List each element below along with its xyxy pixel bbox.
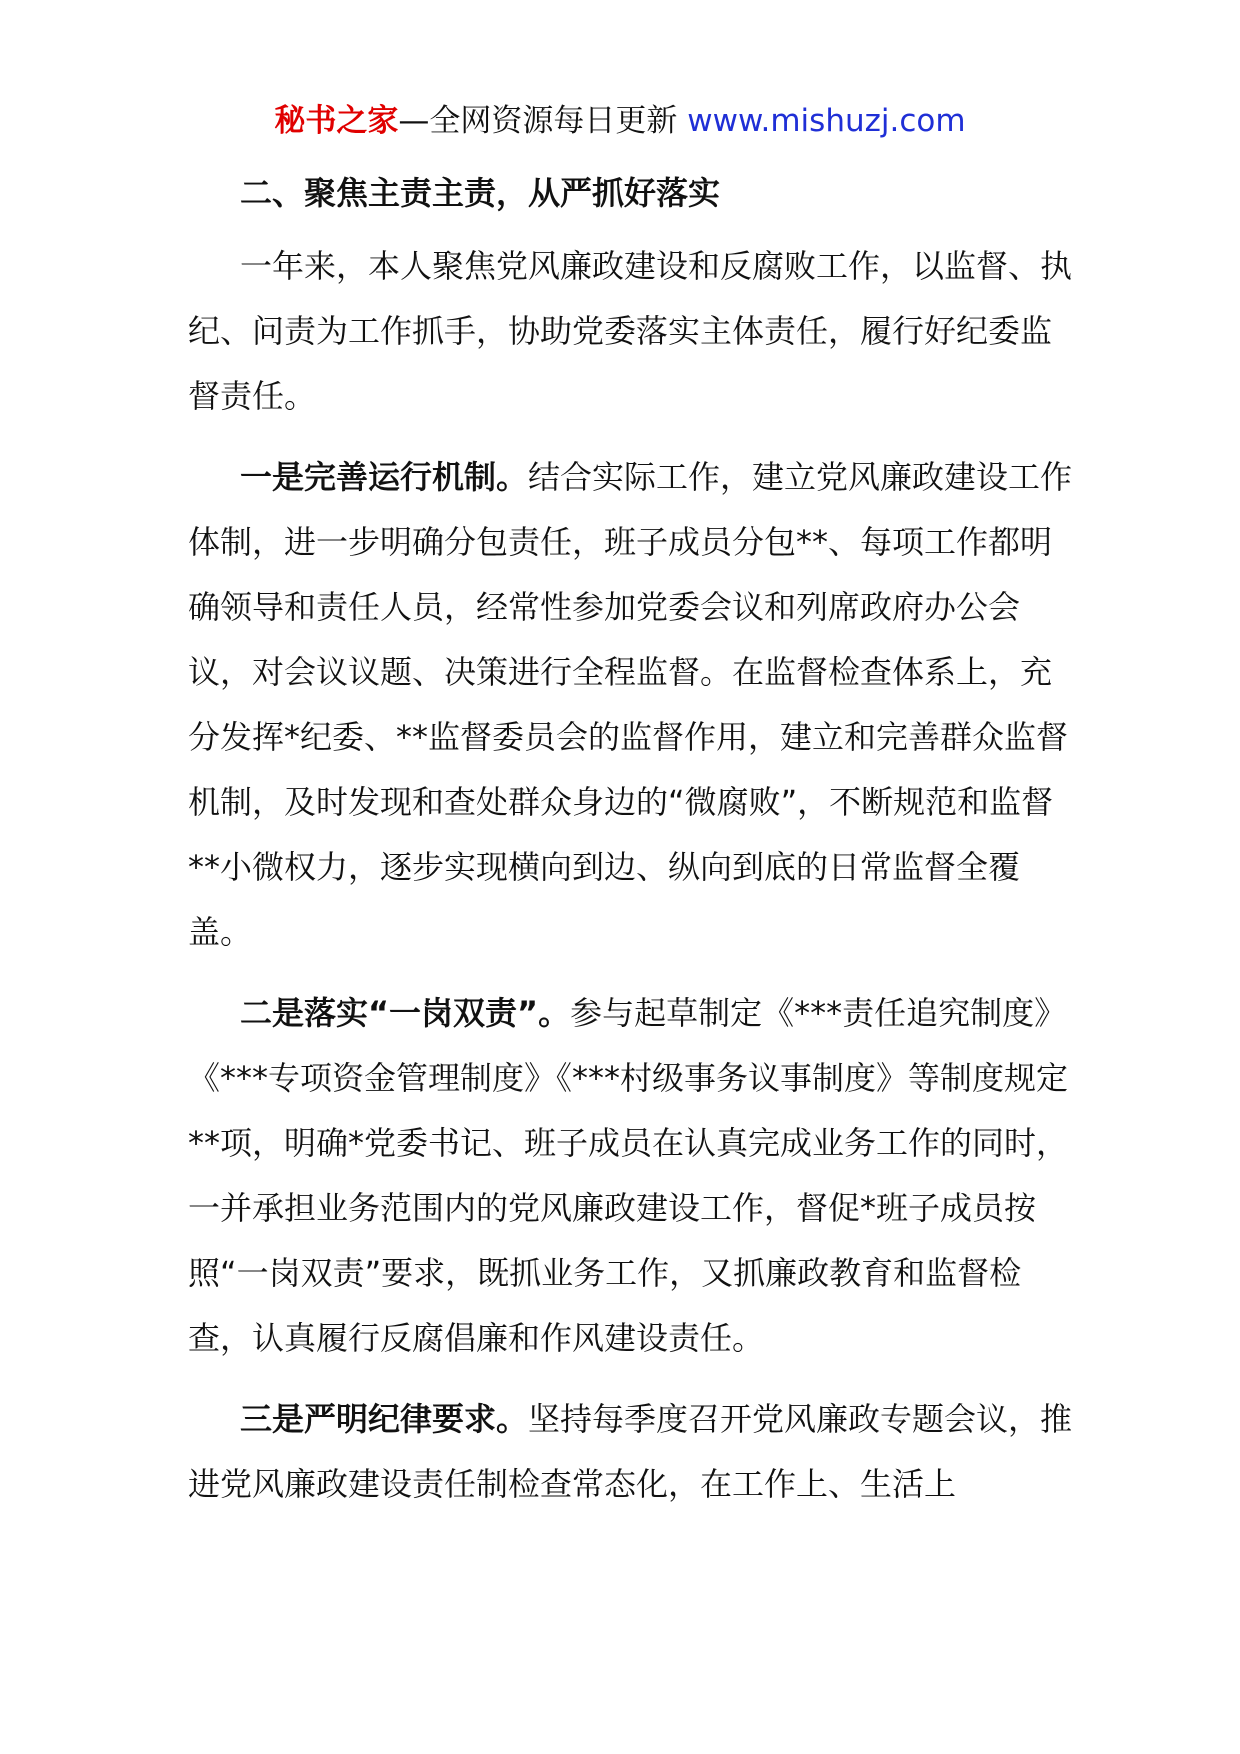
brand-name: 秘书之家 [274,103,399,139]
intro-paragraph: 一年来，本人聚焦党风廉政建设和反腐败工作，以监督、执纪、问责为工作抓手，协助党委落实主体责任，履行好纪委监督责任。 [188,247,1073,415]
point-text-2: 参与起草制定《***责任追究制度》《***专项资金管理制度》《***村级事务议事制度》等制度规定**项，明确*党委书记、班子成员在认真完成业务工作的同时，一并承担业务范围内的党风廉政建设工作，督促*班子成员按照“一岗双责”要求，既抓业务工作，又抓廉政教育和监督检查，认真履行反腐倡廉和作风建设责任。 [188,994,1069,1357]
point-lead-3: 三是严明纪律要求。 [240,1400,529,1438]
point-text-1: 结合实际工作，建立党风廉政建设工作体制，进一步明确分包责任，班子成员分包**、每项工作都明确领导和责任人员，经常性参加党委会议和列席政府办公会议，对会议议题、决策进行全程监督。在监督检查体系上，充分发挥*纪委、**监督委员会的监督作用，建立和完善群众监督机制，及时发现和查处群众身边的“微腐败”，不断规范和监督**小微权力，逐步实现横向到边、纵向到底的日常监督全覆盖。 [188,458,1073,951]
point-paragraph-3 [188,1387,1083,1517]
point-lead-1: 一是完善运行机制。 [240,458,529,496]
website-url: www.mishuzj.com [687,103,966,139]
point-text-3: 坚持每季度召开党风廉政专题会议，推进党风廉政建设责任制检查常态化，在工作上、生活上 [188,1400,1073,1503]
page-header [0,98,1240,144]
point-paragraph-2 [188,981,1083,1371]
point-lead-2: 二是落实“一岗双责”。 [240,994,571,1032]
document-body [188,162,1083,1533]
section-heading: 二、聚焦主责主责，从严抓好落实 [240,174,721,212]
header-slogan: —全网资源每日更新 [398,103,678,139]
point-paragraph-1 [188,445,1083,965]
